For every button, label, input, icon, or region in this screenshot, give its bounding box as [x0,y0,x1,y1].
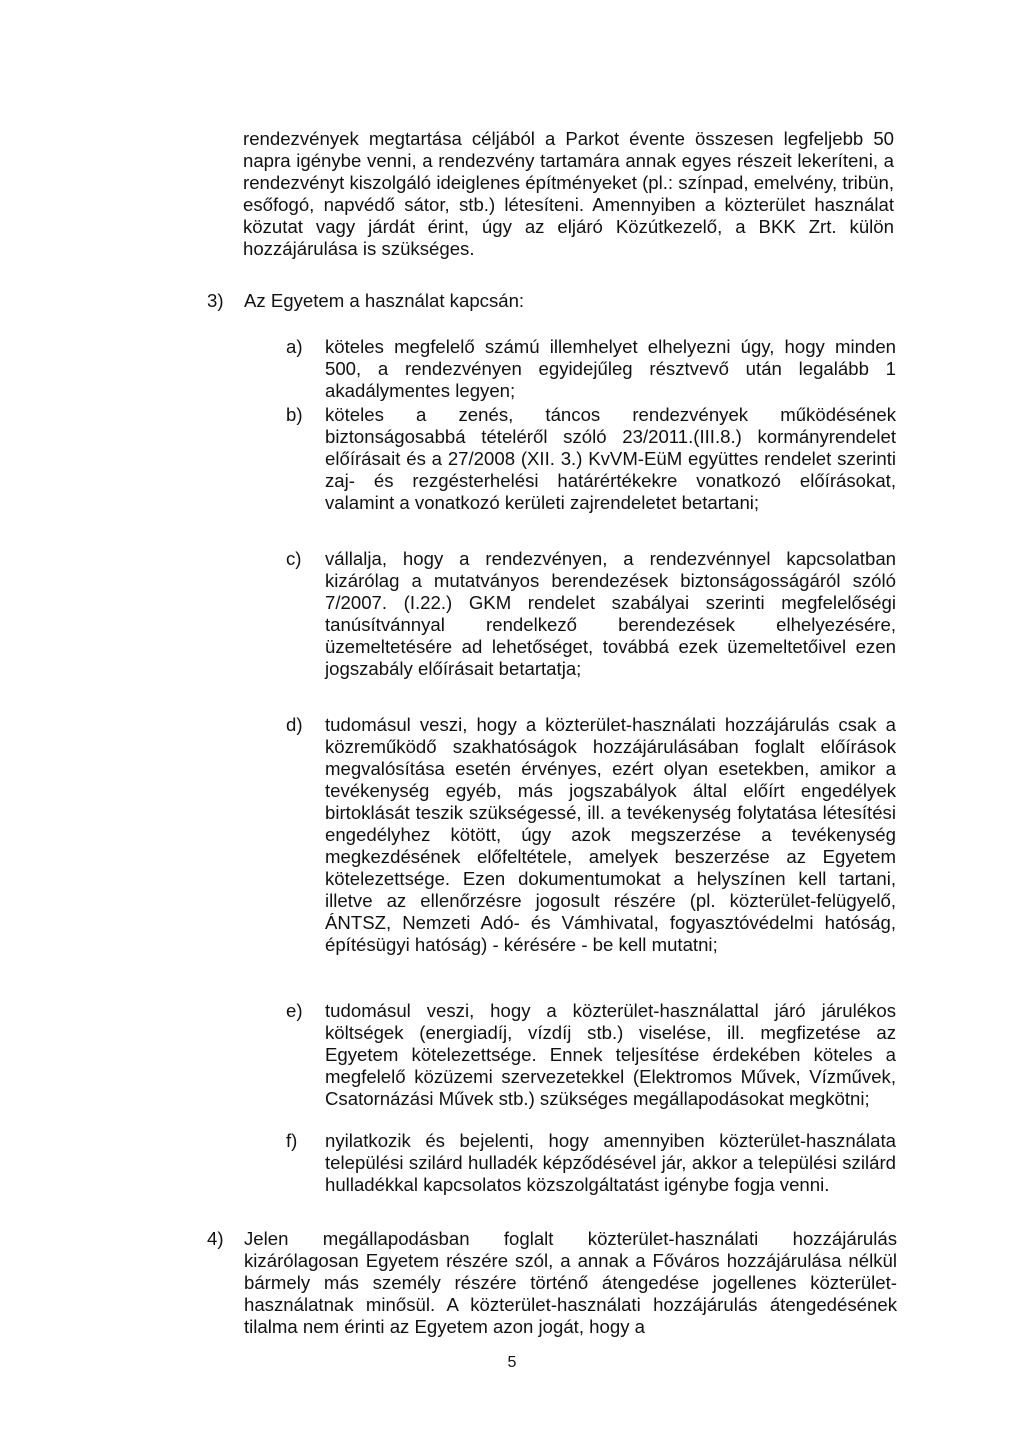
section-4-number: 4) [207,1228,224,1249]
list-item-label: b) [286,404,303,425]
page-number: 5 [507,1354,517,1371]
list-item-label: a) [286,336,303,357]
list-item-text: tudomásul veszi, hogy a közterület-használati hozzájárulás csak a közreműködő szakhatóságok hozzájárulásában foglalt előírások megvalósítása esetén érvényes, ezért olyan esetekben, amikor a tevékenység egyéb, más jogszabályok által előírt engedélyek birtoklását teszik szükségessé, ill. a tevékenység folytatása létesítési engedélyhez kötött, úgy azok megszerzése a tevékenység megkezdésének előfeltétele, amelyek beszerzése az Egyetem kötelezettsége. Ezen dokumentumokat a helyszínen kell tartani, illetve az ellenőrzésre jogosult részére (pl. közterület-felügyelő, ÁNTSZ, Nemzeti Adó- és Vámhivatal, fogyasztóvédelmi hatóság, építésügyi hatóság) - kérésére - be kell mutatni; [325,714,896,955]
section-3-heading: Az Egyetem a használat kapcsán: [244,290,525,311]
list-item-label: e) [286,1000,303,1021]
list-item-text: tudomásul veszi, hogy a közterület-használattal járó járulékos költségek (energiadíj, vízdíj stb.) viselése, ill. megfizetése az Egyetem kötelezettsége. Ennek teljesítése érdekében köteles a megfelelő közüzemi szervezetekkel (Elektromos Művek, Vízművek, Csatornázási Művek stb.) szükséges megállapodásokat megkötni; [325,1000,896,1109]
section-3-number: 3) [207,290,224,311]
list-item-label: d) [286,714,303,735]
list-item-text: nyilatkozik és bejelenti, hogy amennyiben közterület-használata települési szilárd hulladék képződésével jár, akkor a települési szilárd hulladékkal kapcsolatos közszolgáltatást igénybe fogja venni. [325,1130,896,1195]
section-4 [207,1228,897,1338]
section-3 [207,290,897,312]
intro-paragraph: rendezvények megtartása céljából a Parkot évente összesen legfeljebb 50 napra igénybe venni, a rendezvény tartamára annak egyes részeit lekeríteni, a rendezvényt kiszolgáló ideiglenes építményeket (pl.: színpad, emelvény, tribün, esőfogó, napvédő sátor, stb.) létesíteni. Amennyiben a közterület használat közutat vagy járdát érint, úgy az eljáró Közútkezelő, a BKK Zrt. külön hozzájárulása is szükséges. [243,128,894,259]
list-item-text: köteles megfelelő számú illemhelyet elhelyezni úgy, hogy minden 500, a rendezvényen egyidejűleg résztvevő után legalább 1 akadálymentes legyen; [325,336,896,401]
list-item-label: f) [286,1130,298,1151]
section-4-text: Jelen megállapodásban foglalt közterület-használati hozzájárulás kizárólagosan Egyetem részére szól, a annak a Főváros hozzájárulása nélkül bármely más személy részére történő átengedése jogellenes közterület-használatnak minősül. A közterület-használati hozzájárulás átengedésének tilalma nem érinti az Egyetem azon jogát, hogy a [244,1228,897,1337]
list-item-text: köteles a zenés, táncos rendezvények működésének biztonságosabbá tételéről szóló 23/2011.(III.8.) kormányrendelet előírásait és a 27/2008 (XII. 3.) KvVM-EüM együttes rendelet szerinti zaj- és rezgésterhelési határértékekre vonatkozó előírásokat, valamint a vonatkozó kerületi zajrendeletet betartani; [325,404,896,513]
list-item-label: c) [286,548,302,569]
list-item-text: vállalja, hogy a rendezvényen, a rendezvénnyel kapcsolatban kizárólag a mutatványos berendezések biztonságosságáról szóló 7/2007. (I.22.) GKM rendelet szabályai szerinti megfelelőségi tanúsítvánnyal rendelkező berendezések elhelyezésére, üzemeltetésére ad lehetőséget, továbbá ezek üzemeltetőivel ezen jogszabály előírásait betartatja; [325,548,896,679]
